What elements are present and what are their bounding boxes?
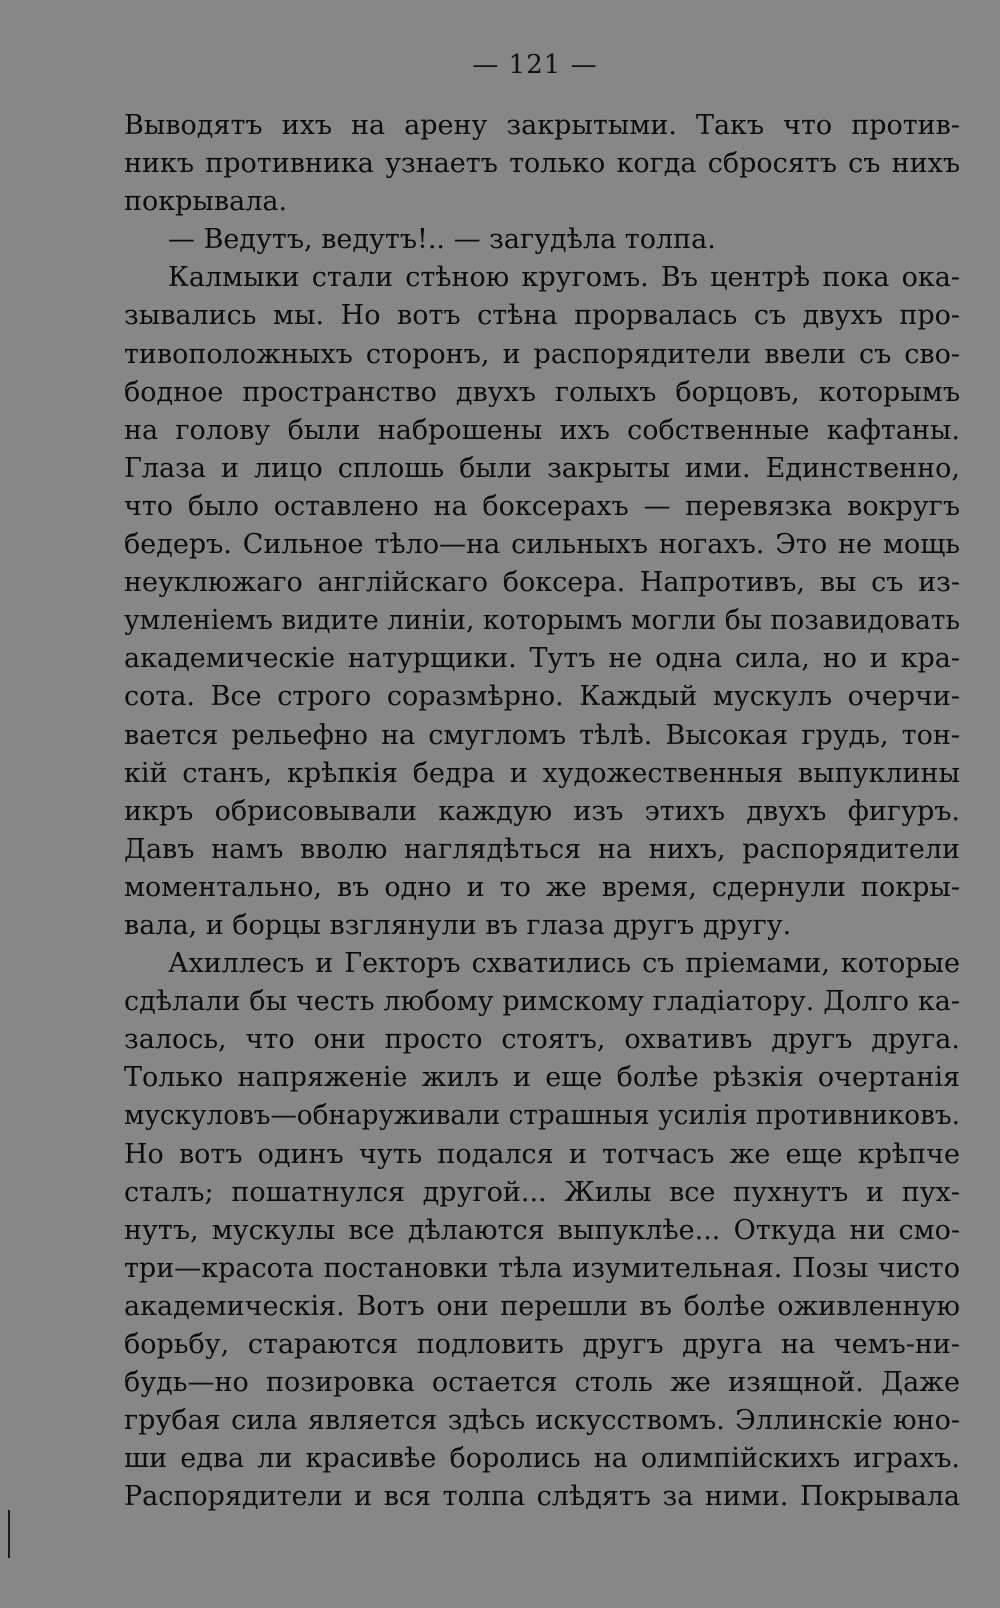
body-text bbox=[124, 107, 960, 1516]
text-line: мускуловъ—обнаруживали страшныя усилія противниковъ. bbox=[124, 1100, 960, 1132]
text-line: три—красота постановки тѣла изумительная. Позы чисто bbox=[124, 1252, 960, 1284]
text-line: сталъ; пошатнулся другой... Жилы все пухнутъ и пух- bbox=[124, 1176, 960, 1208]
text-line: кій станъ, крѣпкія бедра и художественныя выпуклины bbox=[124, 757, 960, 789]
text-line: нутъ, мускулы все дѣлаются выпуклѣе... Откуда ни смо- bbox=[124, 1214, 960, 1246]
text-line: — Ведутъ, ведутъ!.. — загудѣла толпа. bbox=[168, 224, 716, 256]
text-line: моментально, въ одно и то же время, сдернули покры- bbox=[124, 871, 960, 903]
text-line: вается рельефно на смугломъ тѣлѣ. Высокая грудь, тон- bbox=[124, 719, 960, 751]
text-line: бедеръ. Сильное тѣло—на сильныхъ ногахъ. Это не мощь bbox=[124, 529, 960, 561]
text-line: зывались мы. Но вотъ стѣна прорвалась съ двухъ про- bbox=[124, 300, 960, 332]
text-line: сдѣлали бы честь любому римскому гладіатору. Долго ка- bbox=[124, 986, 960, 1018]
text-line: борьбу, стараются подловить другъ друга на чемъ-ни- bbox=[124, 1329, 960, 1360]
text-line: залось, что они просто стоятъ, охвативъ другъ друга. bbox=[124, 1024, 960, 1056]
text-line: вала, и борцы взглянули въ глаза другъ другу. bbox=[124, 909, 792, 941]
scan-margin-mark bbox=[8, 1510, 10, 1558]
text-line: Выводятъ ихъ на арену закрытыми. Такъ что против- bbox=[124, 110, 960, 141]
text-line: неуклюжаго англійскаго боксера. Напротивъ, вы съ из- bbox=[124, 567, 960, 599]
text-line: что было оставлено на боксерахъ — перевязка вокругъ bbox=[124, 490, 960, 522]
text-line: никъ противника узнаетъ только когда сбросятъ съ нихъ bbox=[124, 148, 960, 180]
text-line: академическіе натурщики. Тутъ не одна сила, но и кра- bbox=[124, 643, 960, 675]
text-line: бодное пространство двухъ голыхъ борцовъ, которымъ bbox=[124, 376, 960, 408]
text-line: Давъ намъ вволю наглядѣться на нихъ, распорядители bbox=[124, 833, 960, 865]
text-line: будь—но позировка остается столь же изящной. Даже bbox=[124, 1367, 960, 1399]
text-line: покрывала. bbox=[124, 186, 288, 218]
text-line: Распорядители и вся толпа слѣдятъ за ними. Покрывала bbox=[124, 1481, 960, 1513]
text-line: ши едва ли красивѣе боролись на олимпійскихъ играхъ. bbox=[124, 1443, 960, 1475]
text-line: Только напряженіе жилъ и еще болѣе рѣзкія очертанія bbox=[124, 1062, 960, 1094]
text-line: академическія. Вотъ они перешли въ болѣе оживленную bbox=[124, 1290, 960, 1322]
text-line: на голову были наброшены ихъ собственные кафтаны. bbox=[124, 414, 960, 446]
text-line: грубая сила является здѣсь искусствомъ. Эллинскіе юно- bbox=[124, 1405, 960, 1437]
text-line: икръ обрисовывали каждую изъ этихъ двухъ фигуръ. bbox=[124, 795, 960, 827]
text-line: умленіемъ видите линіи, которымъ могли бы позавидовать bbox=[124, 605, 960, 637]
page-number: — 121 — bbox=[472, 50, 598, 80]
text-line: Калмыки стали стѣною кругомъ. Въ центрѣ пока ока- bbox=[168, 262, 960, 294]
text-line: Ахиллесъ и Гекторъ схватились съ пріемами, которые bbox=[168, 948, 960, 980]
text-line: тивоположныхъ сторонъ, и распорядители ввели съ сво- bbox=[124, 338, 960, 370]
text-line: Но вотъ одинъ чуть подался и тотчасъ же еще крѣпче bbox=[124, 1138, 960, 1170]
text-line: Глаза и лицо сплошь были закрыты ими. Единственно, bbox=[124, 452, 960, 484]
text-line: сота. Все строго соразмѣрно. Каждый мускулъ очерчи- bbox=[124, 681, 960, 713]
